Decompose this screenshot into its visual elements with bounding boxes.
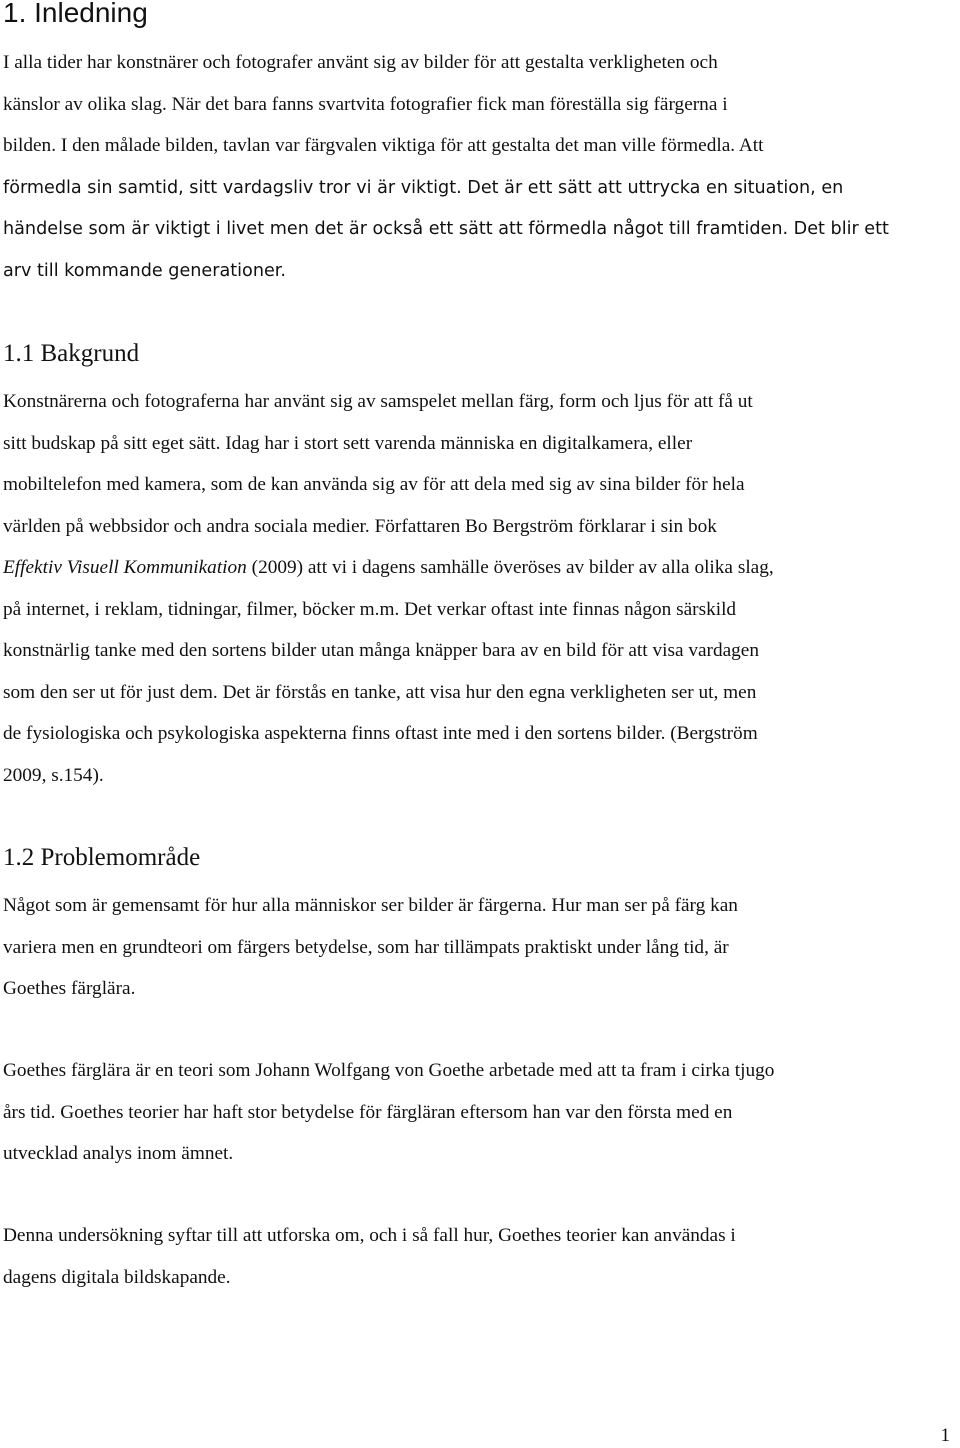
text-segment: Det är ett sätt att uttrycka en situation, en	[461, 177, 844, 198]
text-line	[3, 167, 960, 210]
text-line: Denna undersökning syftar till att utforska om, och i så fall hur, Goethes teorier kan användas i	[3, 1225, 736, 1246]
text-line: bilden. I den målade bilden, tavlan var färgvalen viktiga för att gestalta det man ville förmedla. Att	[3, 135, 764, 156]
text-line: dagens digitala bildskapande.	[3, 1266, 231, 1288]
text-line: konstnärlig tanke med den sortens bilder utan många knäpper bara av en bild för att visa vardagen	[3, 640, 759, 661]
text-line	[3, 423, 960, 465]
text-line: års tid. Goethes teorier har haft stor betydelse för färgläran eftersom han var den första med en	[3, 1101, 733, 1123]
book-title: Effektiv Visuell Kommunikation	[3, 557, 247, 578]
text-segment: Det verkar oftast inte finnas någon särskild	[399, 598, 737, 620]
text-segment: som den ser ut för just dem.	[3, 681, 218, 703]
text-segment: på internet, i reklam, tidningar, filmer, böcker m.m.	[3, 598, 400, 620]
text-line	[3, 547, 960, 589]
text-line: händelse som är viktigt i livet men det är också ett sätt att förmedla något till framtiden. Det blir ett	[3, 219, 889, 239]
text-line: Goethes färglära är en teori som Johann Wolfgang von Goethe arbetade med att ta fram i cirka tjugo	[3, 1060, 775, 1081]
paragraph-problemomrade-1	[3, 885, 960, 1010]
text-segment: världen på webbsidor och andra sociala medier.	[3, 515, 370, 537]
text-line: känslor av olika slag. När det bara fanns svartvita fotografier fick man föreställa sig färgerna i	[3, 93, 728, 115]
page-number: 1	[940, 1425, 950, 1446]
text-segment: förmedla sin samtid, sitt vardagsliv tror vi är viktigt.	[3, 177, 462, 198]
text-line	[3, 506, 960, 548]
paragraph-bakgrund	[3, 381, 960, 796]
text-line	[3, 672, 960, 714]
text-line: arv till kommande generationer.	[3, 260, 287, 281]
paragraph-problemomrade-3	[3, 1215, 960, 1298]
heading-inledning: 1. Inledning	[3, 0, 148, 28]
paragraph-inledning	[3, 42, 960, 292]
text-line: I alla tider har konstnärer och fotografer använt sig av bilder för att gestalta verkligheten och	[3, 52, 718, 73]
heading-problemomrade: 1.2 Problemområde	[3, 844, 201, 871]
text-line: de fysiologiska och psykologiska aspekterna finns oftast inte med i den sortens bilder. (Bergström	[3, 723, 758, 744]
text-segment: sitt budskap på sitt eget sätt.	[3, 432, 221, 454]
text-line: utvecklad analys inom ämnet.	[3, 1143, 234, 1164]
text-line: variera men en grundteori om färgers betydelse, som har tillämpats praktiskt under lång tid, är	[3, 936, 729, 958]
text-line: Goethes färglära.	[3, 978, 136, 999]
text-segment: Idag har i stort sett varenda människa en digitalkamera, eller	[220, 432, 693, 454]
text-line	[3, 589, 960, 631]
paragraph-problemomrade-2	[3, 1050, 960, 1175]
text-line: Konstnärerna och fotograferna har använt sig av samspelet mellan färg, form och ljus för att få ut	[3, 391, 753, 412]
heading-bakgrund: 1.1 Bakgrund	[3, 340, 140, 367]
text-line: Något som är gemensamt för hur alla människor ser bilder är färgerna. Hur man ser på färg kan	[3, 895, 738, 916]
text-line: 2009, s.154).	[3, 764, 104, 786]
text-segment: Det är förstås en tanke, att visa hur den egna verkligheten ser ut, men	[217, 681, 757, 703]
text-segment: Författaren Bo Bergström förklarar i sin bok	[369, 515, 717, 537]
text-line: mobiltelefon med kamera, som de kan använda sig av för att dela med sig av sina bilder för hela	[3, 474, 745, 495]
text-segment: (2009) att vi i dagens samhälle överöses av bilder av alla olika slag,	[246, 557, 774, 578]
